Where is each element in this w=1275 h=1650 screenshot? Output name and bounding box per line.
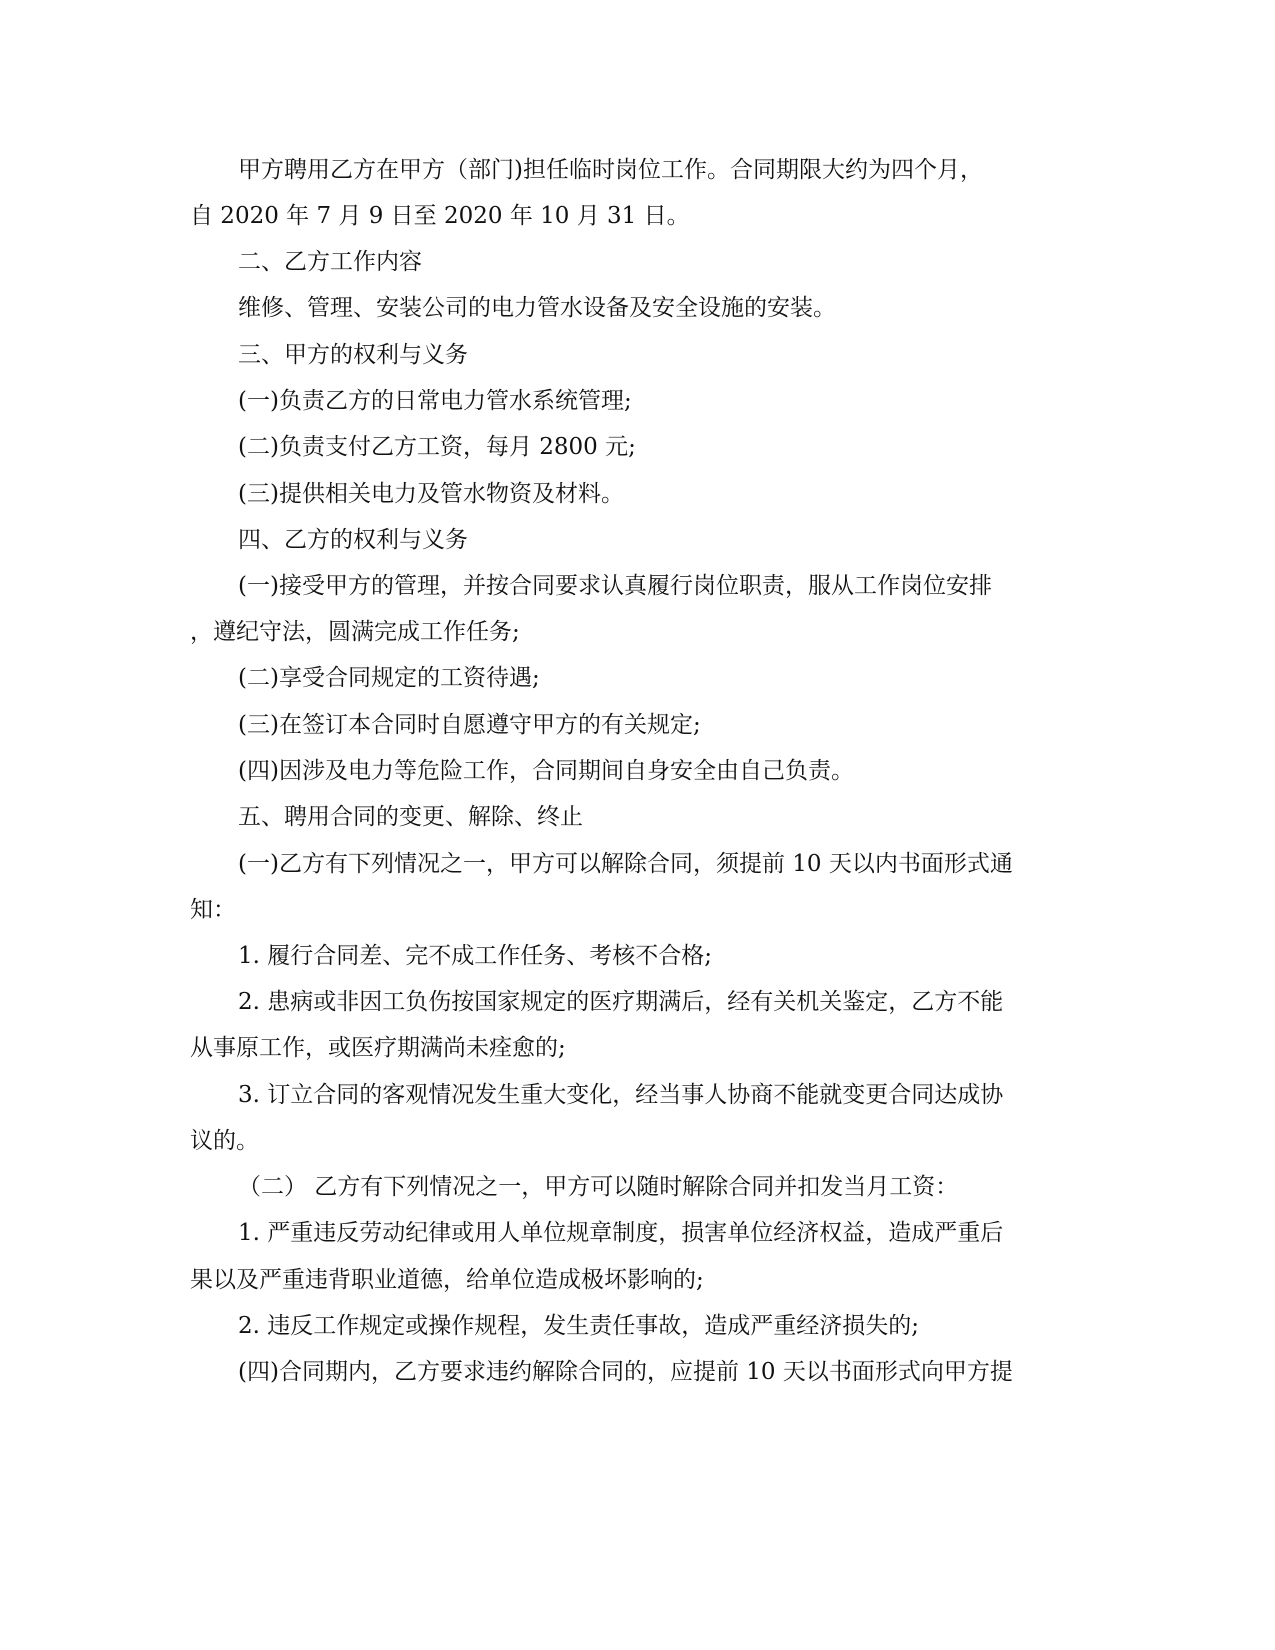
text-line: 2. 患病或非因工负伤按国家规定的医疗期满后，经有关机关鉴定，乙方不能 [238, 989, 1004, 1015]
text-line: (二)负责支付乙方工资，每月 2800 元; [238, 434, 636, 460]
text-line: (一)接受甲方的管理，并按合同要求认真履行岗位职责，服从工作岗位安排 [238, 573, 992, 599]
text-line: 1. 履行合同差、完不成工作任务、考核不合格; [238, 943, 713, 969]
text-line: (三)提供相关电力及管水物资及材料。 [238, 481, 624, 507]
text-line: 1. 严重违反劳动纪律或用人单位规章制度，损害单位经济权益，造成严重后 [238, 1220, 1004, 1246]
section-heading: 五、聘用合同的变更、解除、终止 [238, 804, 583, 830]
text-line: 果以及严重违背职业道德，给单位造成极坏影响的; [190, 1267, 704, 1293]
text-line: 甲方聘用乙方在甲方（部门)担任临时岗位工作。合同期限大约为四个月， [238, 157, 983, 183]
text-line: 3. 订立合同的客观情况发生重大变化，经当事人协商不能就变更合同达成协 [238, 1082, 1004, 1108]
text-line: 维修、管理、安装公司的电力管水设备及安全设施的安装。 [238, 295, 836, 321]
section-heading: 三、甲方的权利与义务 [238, 342, 468, 368]
text-line: 自 2020 年 7 月 9 日至 2020 年 10 月 31 日。 [190, 203, 690, 229]
text-line: (四)合同期内，乙方要求违约解除合同的，应提前 10 天以书面形式向甲方提 [238, 1359, 1013, 1385]
text-line: 知： [190, 897, 236, 923]
text-line: 议的。 [190, 1128, 259, 1154]
text-line: 2. 违反工作规定或操作规程，发生责任事故，造成严重经济损失的; [238, 1313, 920, 1339]
text-line: (一)负责乙方的日常电力管水系统管理; [238, 388, 632, 414]
text-line: (三)在签订本合同时自愿遵守甲方的有关规定; [238, 712, 701, 738]
section-heading: 二、乙方工作内容 [238, 249, 422, 275]
text-line: (二)享受合同规定的工资待遇; [238, 665, 540, 691]
text-line: (一)乙方有下列情况之一，甲方可以解除合同，须提前 10 天以内书面形式通 [238, 851, 1013, 877]
text-line: (四)因涉及电力等危险工作，合同期间自身安全由自己负责。 [238, 758, 854, 784]
text-line: ，遵纪守法，圆满完成工作任务; [190, 619, 520, 645]
text-line: （二） 乙方有下列情况之一，甲方可以随时解除合同并扣发当月工资： [238, 1174, 959, 1200]
text-line: 从事原工作，或医疗期满尚未痊愈的; [190, 1035, 566, 1061]
section-heading: 四、乙方的权利与义务 [238, 527, 468, 553]
